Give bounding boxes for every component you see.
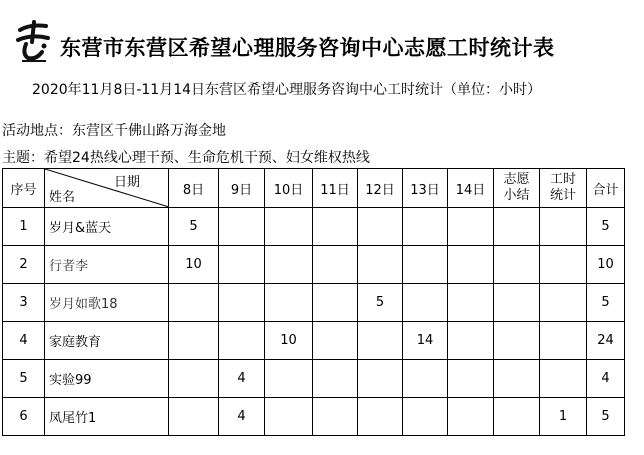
row-day-cell [265,360,313,398]
header-name-label: 姓名 [49,190,76,205]
row-day-cell: 10 [265,322,313,360]
row-day-cell: 5 [169,208,219,246]
row-day-cell [403,208,448,246]
row-day-cell [313,208,358,246]
row-hours-cell [540,246,587,284]
row-day-cell [448,322,494,360]
row-day-cell [219,322,265,360]
row-day-cell [358,246,403,284]
row-seq: 6 [3,398,45,436]
row-summary-cell [494,246,540,284]
row-day-cell [313,322,358,360]
row-hours-cell: 1 [540,398,587,436]
header-date-label: 日期 [113,175,140,190]
row-day-cell [358,208,403,246]
row-day-cell: 14 [403,322,448,360]
row-day-cell [219,284,265,322]
row-seq: 2 [3,246,45,284]
row-total-cell: 5 [587,398,625,436]
activity-location: 活动地点：东营区千佛山路万海金地 [2,123,226,139]
row-summary-cell [494,208,540,246]
row-day-cell [313,360,358,398]
header-day: 10日 [265,169,313,208]
header-day: 9日 [219,169,265,208]
organization-logo-icon [12,20,56,64]
row-day-cell [265,246,313,284]
header-hours-statistics [540,169,587,208]
row-day-cell [358,322,403,360]
volunteer-hours-table [2,168,625,436]
row-day-cell [169,284,219,322]
row-total-cell: 5 [587,208,625,246]
header-hours-line1: 工时 [549,172,576,187]
row-summary-cell [494,284,540,322]
row-name: 家庭教育 [45,322,169,360]
row-day-cell [265,284,313,322]
row-hours-cell [540,208,587,246]
row-total-cell: 4 [587,360,625,398]
row-day-cell [313,398,358,436]
row-name: 行者李 [45,246,169,284]
row-name: 凤尾竹1 [45,398,169,436]
header-summary-line2: 小结 [503,188,530,203]
row-total-cell: 5 [587,284,625,322]
row-seq: 3 [3,284,45,322]
header-day: 14日 [448,169,494,208]
row-day-cell [358,398,403,436]
row-day-cell [448,398,494,436]
header-day: 12日 [358,169,403,208]
row-day-cell [313,246,358,284]
row-name: 岁月如歌18 [45,284,169,322]
row-day-cell [219,208,265,246]
row-name: 实验99 [45,360,169,398]
header-day: 11日 [313,169,358,208]
row-hours-cell [540,360,587,398]
row-day-cell: 10 [169,246,219,284]
row-day-cell [313,284,358,322]
table-row [3,246,625,284]
row-day-cell: 5 [358,284,403,322]
row-day-cell [403,246,448,284]
table-row [3,322,625,360]
row-day-cell [169,360,219,398]
row-day-cell [169,322,219,360]
statistics-subtitle: 2020年11月8日-11月14日东营区希望心理服务咨询中心工时统计（单位：小时） [32,82,542,98]
row-hours-cell [540,322,587,360]
header-summary-line1: 志愿 [503,172,530,187]
page-title: 东营市东营区希望心理服务咨询中心志愿工时统计表 [60,36,555,60]
row-day-cell [358,360,403,398]
row-summary-cell [494,322,540,360]
row-summary-cell [494,360,540,398]
row-seq: 4 [3,322,45,360]
header-hours-line2: 统计 [549,188,576,203]
table-row [3,284,625,322]
table-row [3,360,625,398]
row-day-cell [448,208,494,246]
row-day-cell [169,398,219,436]
row-day-cell [448,246,494,284]
row-summary-cell [494,398,540,436]
activity-theme: 主题：希望24热线心理干预、生命危机干预、妇女维权热线 [2,150,370,166]
row-hours-cell [540,284,587,322]
row-name: 岁月&蓝天 [45,208,169,246]
table-row [3,208,625,246]
row-day-cell [219,246,265,284]
header-volunteer-summary [494,169,540,208]
row-day-cell: 4 [219,398,265,436]
row-day-cell: 4 [219,360,265,398]
row-day-cell [403,398,448,436]
row-day-cell [448,360,494,398]
row-seq: 5 [3,360,45,398]
row-day-cell [265,398,313,436]
row-day-cell [448,284,494,322]
row-total-cell: 24 [587,322,625,360]
row-day-cell [403,360,448,398]
table-header-row [3,169,625,208]
table-row [3,398,625,436]
row-day-cell [403,284,448,322]
header-day: 13日 [403,169,448,208]
row-day-cell [265,208,313,246]
header-total: 合计 [587,169,625,208]
header-day: 8日 [169,169,219,208]
header-seq: 序号 [3,169,45,208]
header-date-name-cell [45,169,169,208]
row-seq: 1 [3,208,45,246]
row-total-cell: 10 [587,246,625,284]
